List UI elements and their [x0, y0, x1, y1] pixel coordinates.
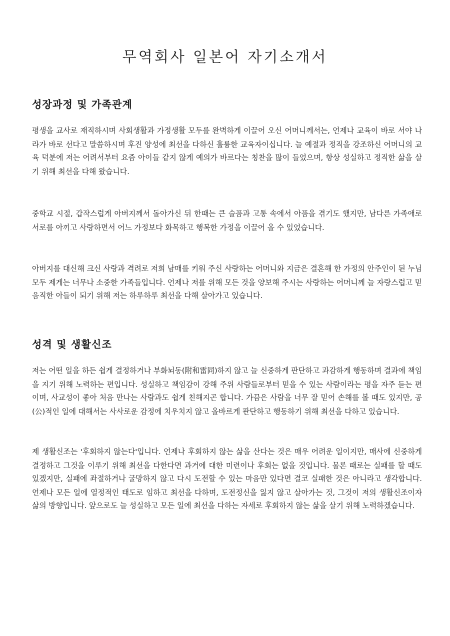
paragraph-growth-2: 중학교 시절, 갑작스럽게 아버지께서 돌아가신 뒤 한때는 큰 슬픔과 고통 속에서 아픔을 겪기도 했지만, 남다른 가족애로 서로를 아끼고 사랑하면서 어느 가정보다 화목하고 행복한 가정을 이끌어 올 수 있었습니다.	[32, 209, 422, 232]
paragraph-growth-1: 평생을 교사로 재직하시며 사회생활과 가정생활 모두를 완벽하게 이끌어 오신 어머니께서는, 언제나 교육이 바로 서야 나라가 바로 선다고 말씀하시며 후진 양성에 최선을 다하신 훌륭한 교육자이십니다. 늘 예절과 정직을 강조하신 어머니의 교육 덕분에 저는 어려서부터 요즘 아이들 같지 않게 예의가 바르다는 칭찬을 많이 들었으며, 항상 성실하고 정직한 삶을 살기 위해 최선을 다해 왔습니다.	[32, 126, 422, 176]
section-heading-personality: 성격 및 생활신조	[32, 340, 112, 351]
document-title: 무역회사 일본어 자기소개서	[122, 50, 328, 66]
section-heading-growth: 성장과정 및 가족관계	[32, 100, 133, 111]
paragraph-personality-2: 제 생활신조는 '후회하지 않는다'입니다. 언제나 후회하지 않는 삶을 산다는 것은 매우 어려운 일이지만, 매사에 신중하게 결정하고 그것을 이루기 위해 최선을 다한다면 과거에 대한 미련이나 후회는 없을 것입니다. 물론 때로는 실패를 할 때도 있겠지만, 실패에 좌절하거나 굴망하지 않고 다시 도전할 수 있는 마음만 있다면 결코 실패한 것은 아니라고 생각합니다. 언제나 모든 일에 열정적인 태도로 임하고 최선을 다하며, 도전정신을 잃지 않고 살아가는 것, 그것이 저의 생활신조이자 삶의 방향입니다. 앞으로도 늘 성실하고 모든 일에 최선을 다하는 자세로 후회하지 않는 삶을 살기 위해 노력하겠습니다.	[32, 447, 422, 511]
paragraph-growth-3: 아버지를 대신해 크신 사랑과 격려로 저희 남매를 키워 주신 사랑하는 어머니와 지금은 결혼해 한 가정의 안주인이 된 누님 모두 제게는 너무나 소중한 가족들입니다. 언제나 저를 위해 모든 것을 양보해 주시는 사랑하는 어머니께 늘 자랑스럽고 믿음직한 아들이 되기 위해 저는 하루하루 최선을 다해 살아가고 있습니다.	[32, 264, 422, 301]
paragraph-personality-1: 저는 어떤 일을 하든 쉽게 결정하거나 부화뇌동(附和雷同)하지 않고 늘 신중하게 판단하고 과감하게 행동하며 결과에 책임을 지기 위해 노력하는 편입니다. 성실하고 책임감이 강해 주위 사람들로부터 믿을 수 있는 사람이라는 평을 자주 듣는 편이며, 사교성이 좋아 처음 만나는 사람과도 쉽게 친해지곤 합니다. 가끔은 사람을 너무 잘 믿어 손해를 볼 때도 있지만, 공(公)적인 일에 대해서는 사사로운 감정에 치우치지 않고 올바르게 판단하고 행동하기 위해 최선을 다하고 있습니다.	[32, 366, 422, 416]
